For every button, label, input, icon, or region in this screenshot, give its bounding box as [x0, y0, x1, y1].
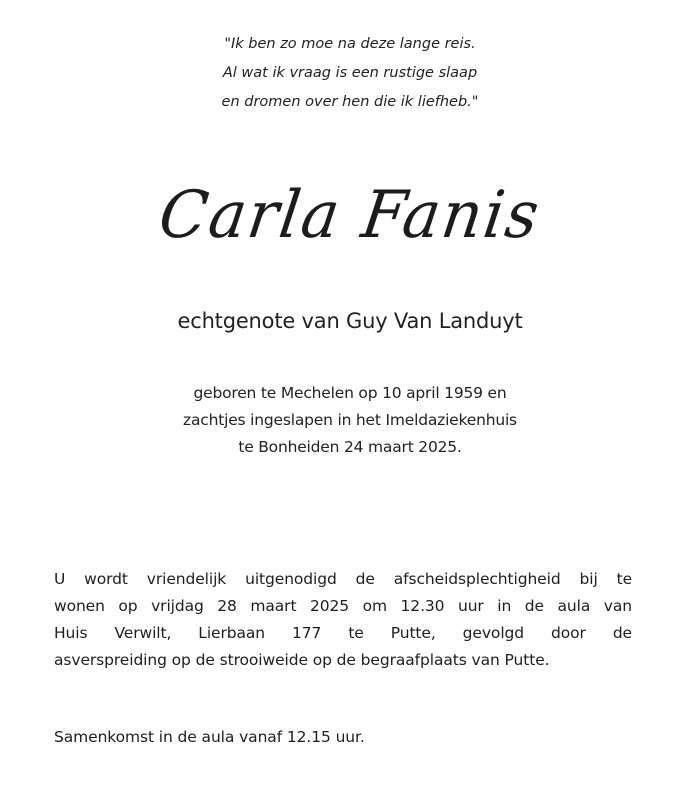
birth-death-details — [0, 380, 700, 461]
deceased-name-text: Carla Fanis — [154, 176, 546, 253]
poem-quote — [0, 30, 700, 117]
poem-line: en dromen over hen die ik liefheb." — [221, 94, 479, 110]
spouse-line: echtgenote van Guy Van Landuyt — [177, 309, 523, 333]
birth-death-line: zachtjes ingeslapen in het Imeldaziekenhuis — [183, 411, 517, 429]
deceased-name — [0, 160, 700, 270]
invitation-line: Huis Verwilt, Lierbaan 177 te Putte, gevolgd door de — [54, 624, 632, 642]
invitation-line: asverspreiding op de strooiweide op de begraafplaats van Putte. — [54, 651, 550, 669]
birth-death-line: geboren te Mechelen op 10 april 1959 en — [193, 384, 507, 402]
poem-line: Al wat ik vraag is een rustige slaap — [222, 65, 478, 81]
invitation-line: wonen op vrijdag 28 maart 2025 om 12.30 uur in de aula van — [54, 597, 632, 615]
funeral-invitation — [54, 566, 632, 674]
birth-death-line: te Bonheiden 24 maart 2025. — [238, 438, 462, 456]
poem-line: "Ik ben zo moe na deze lange reis. — [224, 36, 476, 52]
gathering-note: Samenkomst in de aula vanaf 12.15 uur. — [54, 728, 365, 746]
invitation-line: U wordt vriendelijk uitgenodigd de afscheidsplechtigheid bij te — [54, 570, 632, 588]
